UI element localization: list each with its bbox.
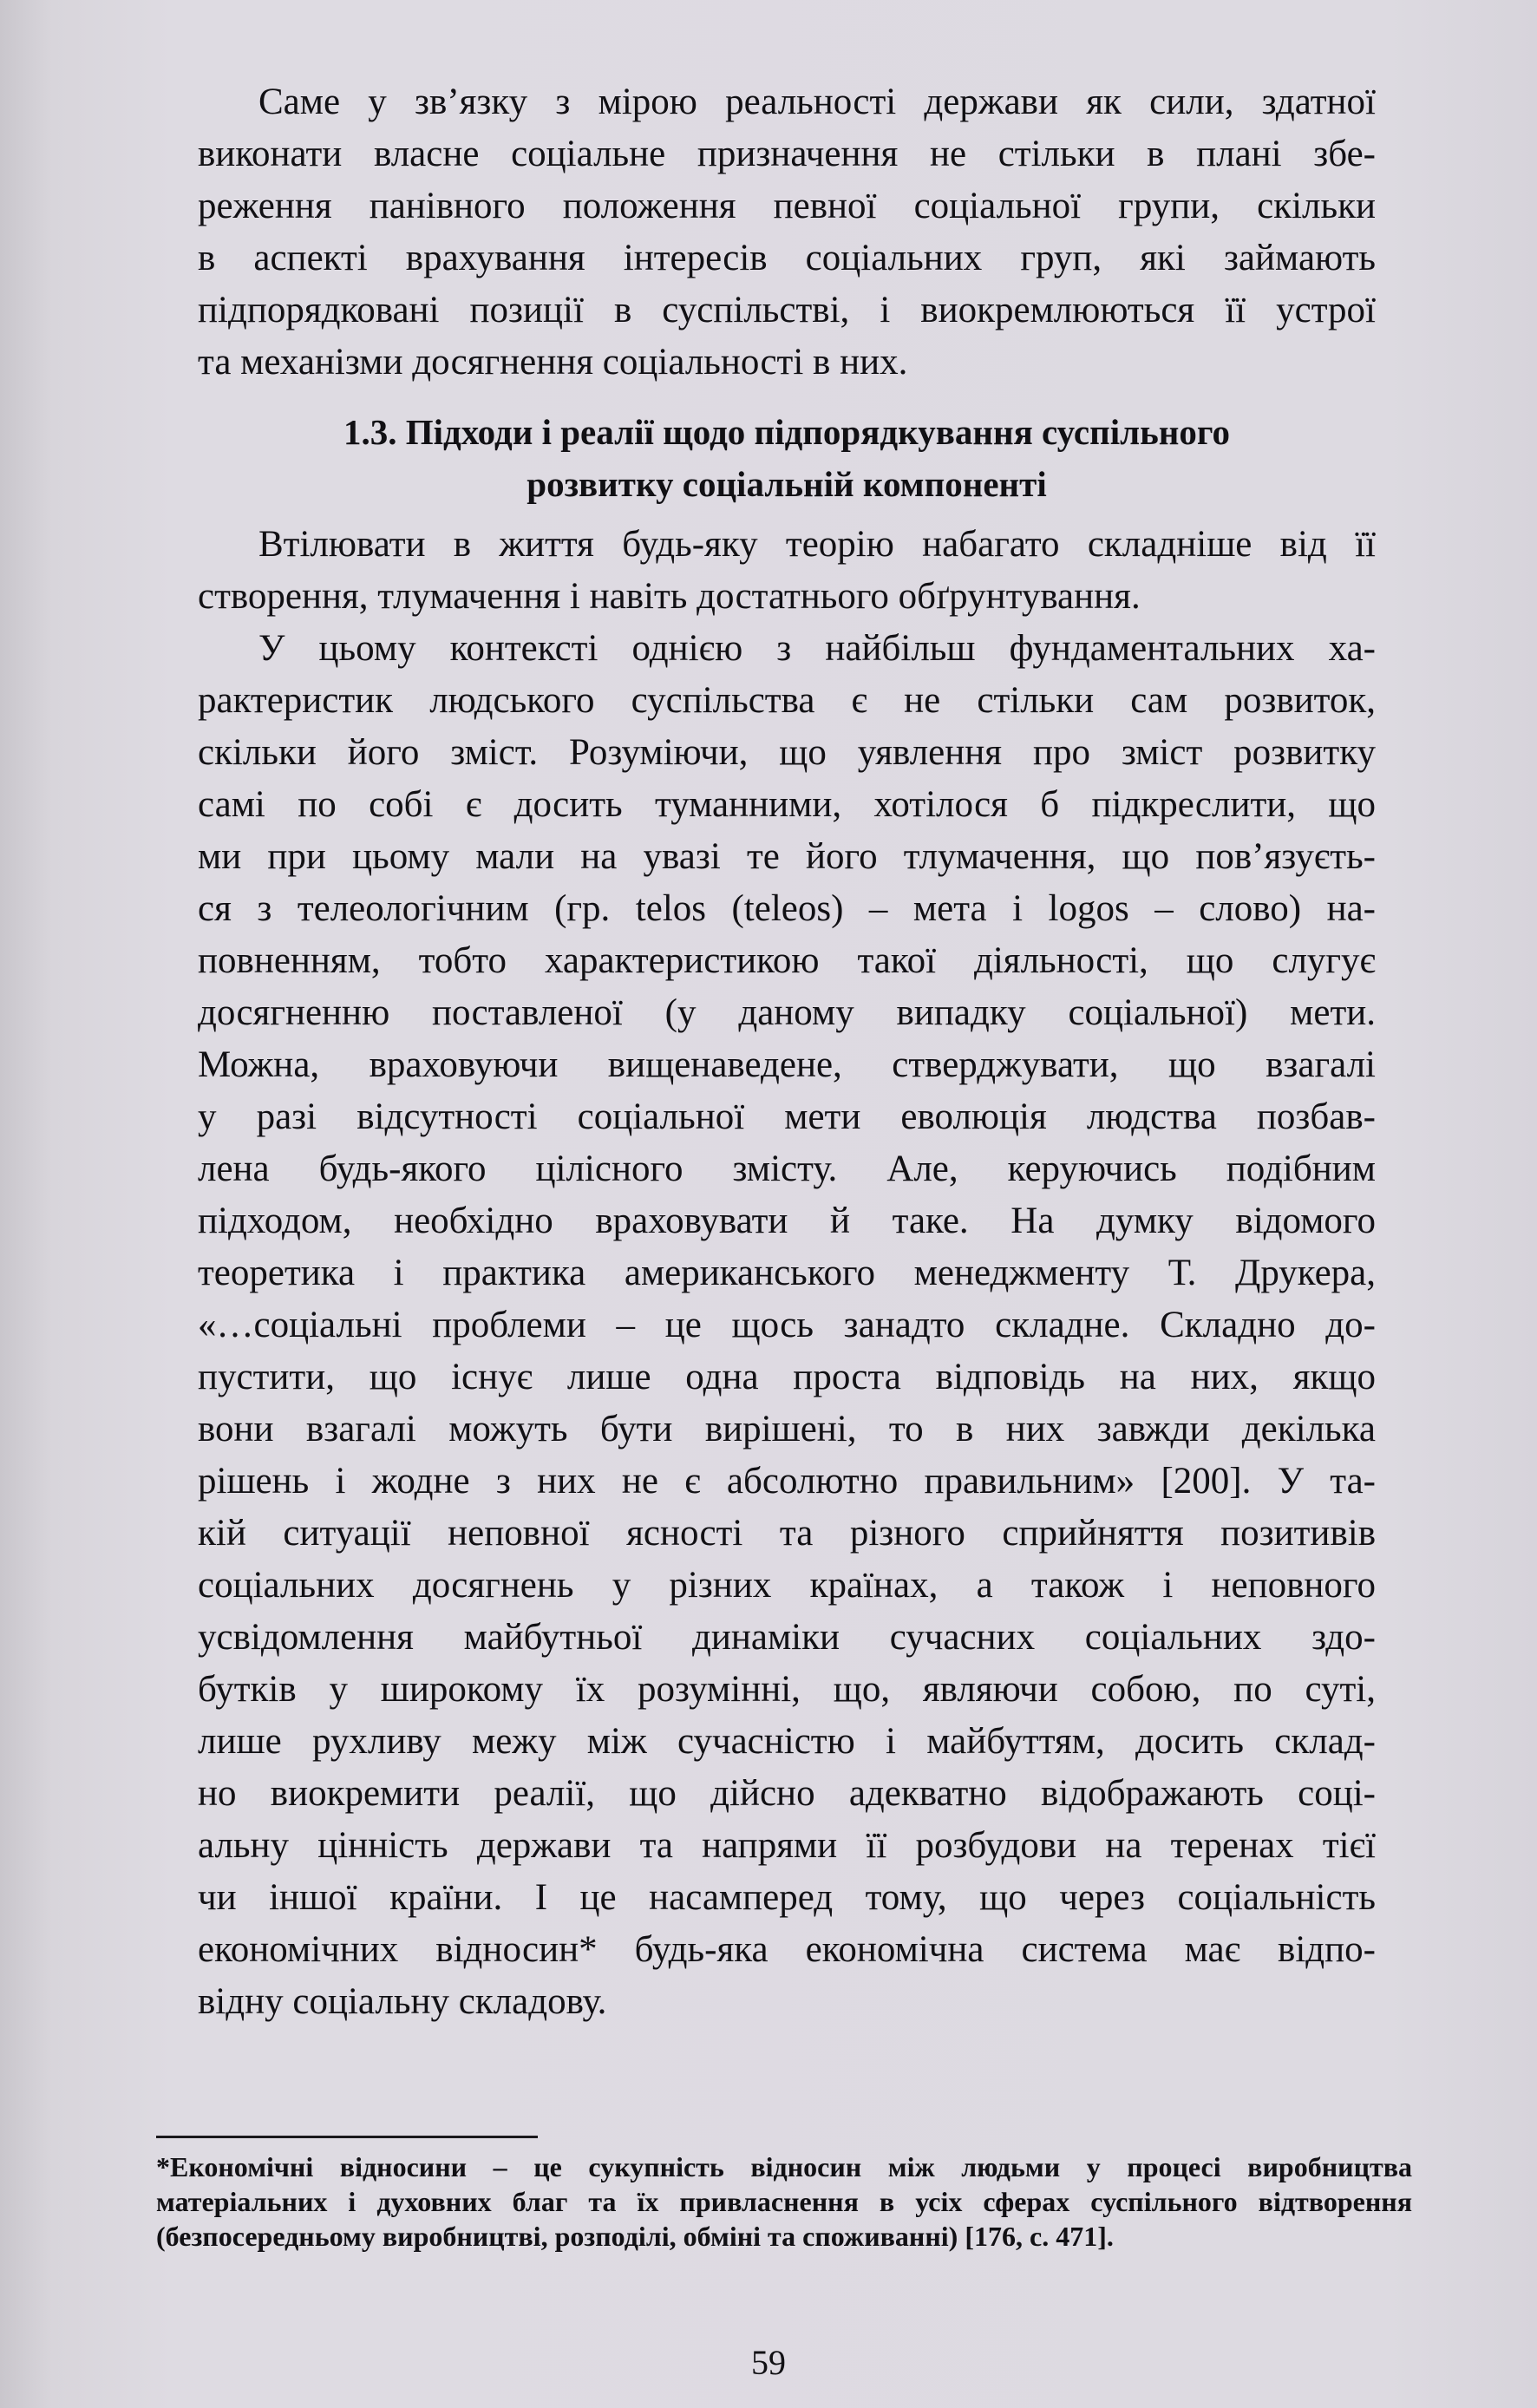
footnote-line: матеріальних і духовних благ та їх привласнення в усіх сферах суспільного відтворення xyxy=(156,2186,1412,2217)
footnote-line: *Економічні відносини – це сукупність відносин між людьми у процесі виробництва xyxy=(156,2151,1412,2182)
text-line: повненням, тобто характеристикою такої діяльності, що слугує xyxy=(198,940,1376,981)
text-line: усвідомлення майбутньої динаміки сучасних соціальних здо- xyxy=(198,1617,1376,1658)
text-line: та механізми досягнення соціальності в них. xyxy=(198,342,908,383)
text-line: лена будь-якого цілісного змісту. Але, керуючись подібним xyxy=(198,1148,1376,1189)
text-line: бутків у широкому їх розумінні, що, являючи собою, по суті, xyxy=(198,1669,1376,1710)
footnote-line: (безпосередньому виробництві, розподілі, обміні та споживанні) [176, с. 471]. xyxy=(156,2221,1114,2252)
footnote-separator xyxy=(156,2136,538,2138)
text-line: вони взагалі можуть бути вирішені, то в них завжди декілька xyxy=(198,1409,1376,1449)
text-line: Саме у зв’язку з мірою реальності держави як сили, здатної xyxy=(258,82,1376,122)
text-line: створення, тлумачення і навіть достатнього обґрунтування. xyxy=(198,576,1141,617)
text-line: відну соціальну складову. xyxy=(198,1981,607,2022)
paragraph-1 xyxy=(198,76,1376,389)
text-line: рактеристик людського суспільства є не стільки сам розвиток, xyxy=(198,680,1376,721)
heading-line: розвитку соціальній компоненті xyxy=(527,464,1047,504)
page-body xyxy=(198,76,1376,2028)
text-line: лише рухливу межу між сучасністю і майбуттям, досить склад- xyxy=(198,1721,1376,1762)
text-line: теоретика і практика американського менеджменту Т. Друкера, xyxy=(198,1253,1376,1293)
text-line: реження панівного положення певної соціальної групи, скільки xyxy=(198,186,1376,226)
text-line: «…соціальні проблеми – це щось занадто складне. Складно до- xyxy=(198,1305,1376,1345)
text-line: в аспекті врахування інтересів соціальних груп, які займають xyxy=(198,238,1376,278)
text-line: підпорядковані позиції в суспільстві, і виокремлюються її устрої xyxy=(198,290,1376,330)
text-line: У цьому контексті однією з найбільш фундаментальних ха- xyxy=(258,628,1376,669)
text-line: економічних відносин* будь-яка економічна система має відпо- xyxy=(198,1929,1376,1970)
text-line: у разі відсутності соціальної мети еволюція людства позбав- xyxy=(198,1096,1376,1137)
text-line: чи іншої країни. І це насамперед тому, що через соціальність xyxy=(198,1877,1376,1918)
footnote xyxy=(156,2150,1412,2254)
text-line: скільки його зміст. Розуміючи, що уявлення про зміст розвитку xyxy=(198,732,1376,773)
section-heading xyxy=(198,406,1376,510)
text-line: ся з телеологічним (гр. telos (teleos) – мета і logos – слово) на- xyxy=(198,888,1376,929)
text-line: соціальних досягнень у різних країнах, а також і неповного xyxy=(198,1565,1376,1606)
text-line: ми при цьому мали на увазі те його тлумачення, що пов’язуєть- xyxy=(198,836,1376,877)
text-line: самі по собі є досить туманними, хотілося б підкреслити, що xyxy=(198,784,1376,825)
text-line: кій ситуації неповної ясності та різного сприйняття позитивів xyxy=(198,1513,1376,1554)
text-line: досягненню поставленої (у даному випадку соціальної) мети. xyxy=(198,992,1376,1033)
text-line: підходом, необхідно враховувати й таке. На думку відомого xyxy=(198,1201,1376,1241)
page-number: 59 xyxy=(751,2343,786,2382)
paragraph-2 xyxy=(198,519,1376,623)
text-line: рішень і жодне з них не є абсолютно правильним» [200]. У та- xyxy=(198,1461,1376,1502)
text-line: альну цінність держави та напрями її розбудови на теренах тієї xyxy=(198,1825,1376,1866)
text-line: но виокремити реалії, що дійсно адекватно відображають соці- xyxy=(198,1773,1376,1814)
paragraph-3 xyxy=(198,623,1376,2028)
text-line: Втілювати в життя будь-яку теорію набагато складніше від її xyxy=(258,524,1376,565)
text-line: виконати власне соціальне призначення не стільки в плані збе- xyxy=(198,134,1376,174)
text-line: пустити, що існує лише одна проста відповідь на них, якщо xyxy=(198,1357,1376,1397)
text-line: Можна, враховуючи вищенаведене, стверджувати, що взагалі xyxy=(198,1044,1376,1085)
heading-line: 1.3. Підходи і реалії щодо підпорядкування суспільного xyxy=(343,412,1231,452)
